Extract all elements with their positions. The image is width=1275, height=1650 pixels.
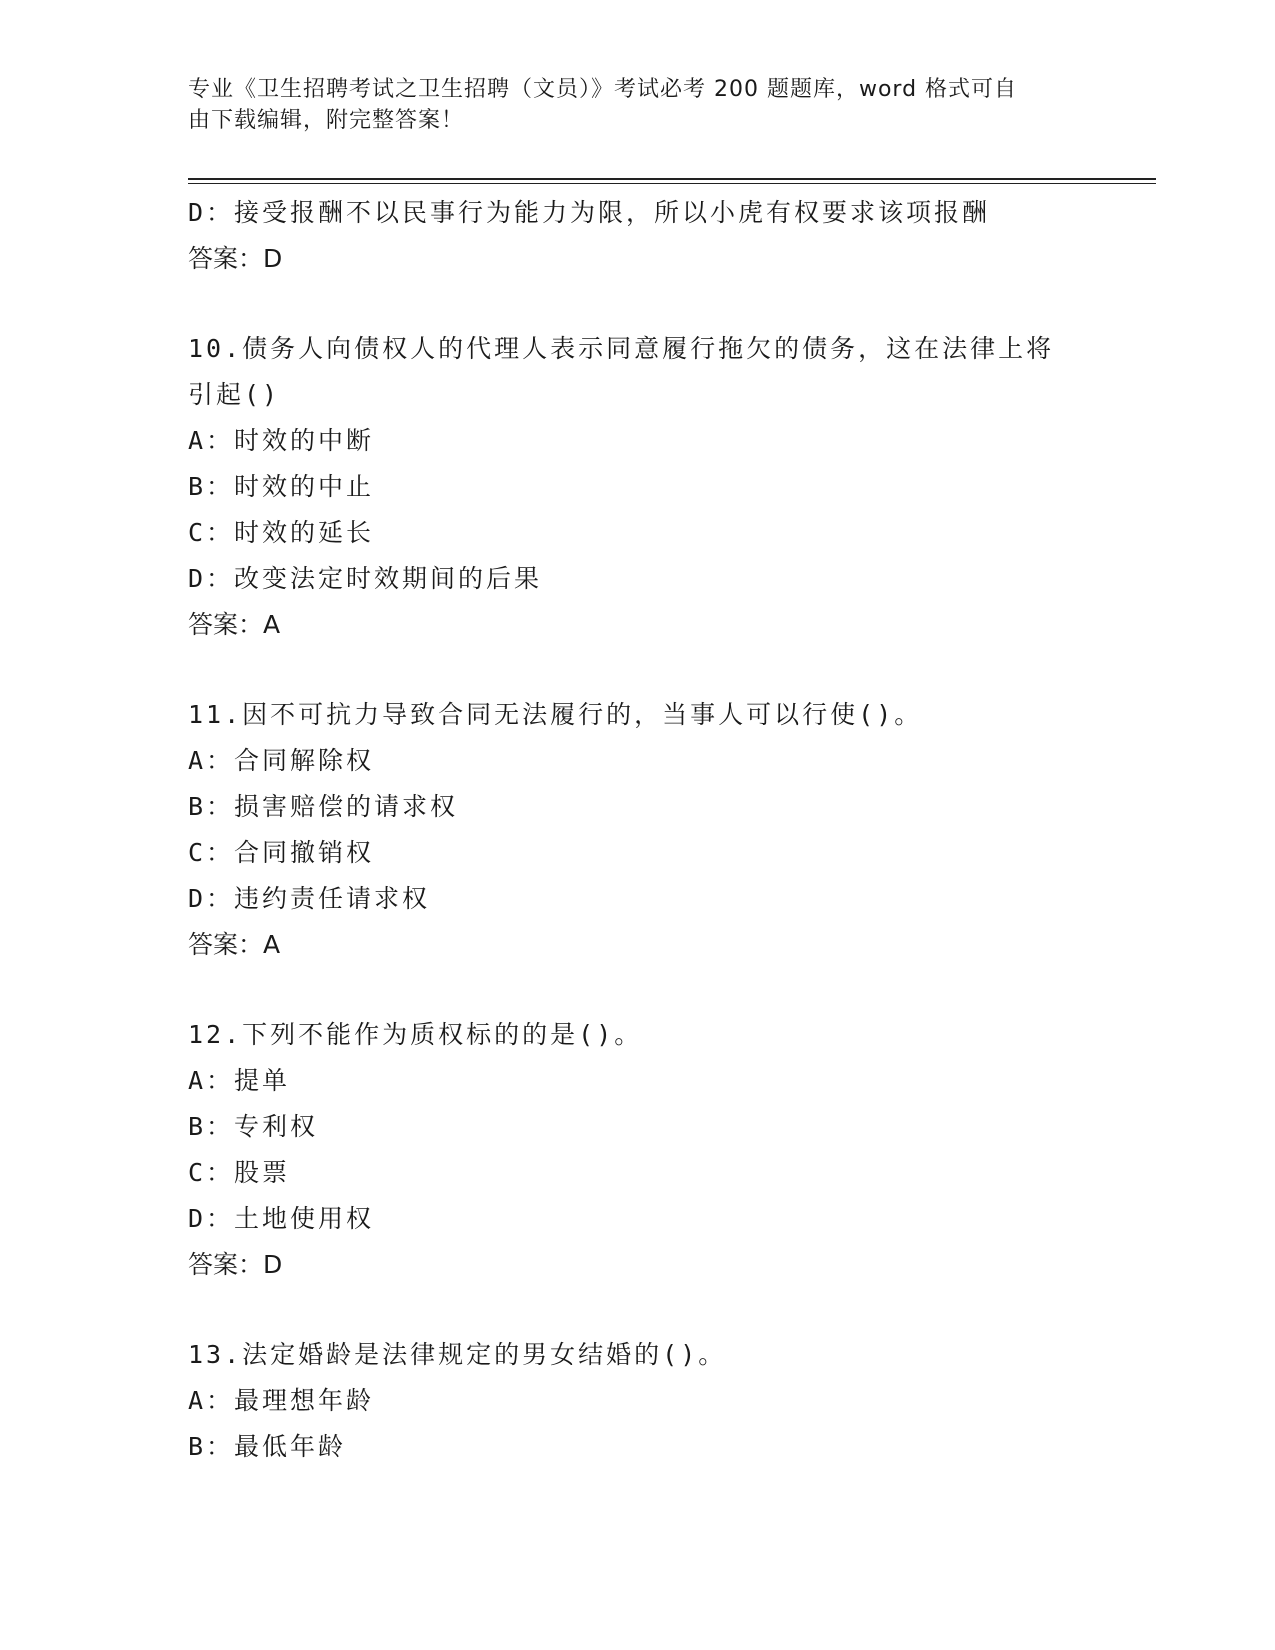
option-a: A：合同解除权	[188, 746, 375, 775]
question-block	[188, 326, 1088, 648]
option-a: A：时效的中断	[188, 426, 375, 455]
option-b: B：最低年龄	[188, 1432, 347, 1461]
answer-line: 答案：A	[188, 610, 281, 639]
option-c: C：时效的延长	[188, 518, 375, 547]
option-a: A：提单	[188, 1066, 291, 1095]
option-c: C：合同撤销权	[188, 838, 375, 867]
question-stem: 12.下列不能作为质权标的的是()。	[188, 1020, 643, 1049]
option-d: D：改变法定时效期间的后果	[188, 564, 543, 593]
header-divider-thin	[188, 183, 1156, 184]
option-a: A：最理想年龄	[188, 1386, 375, 1415]
question-block	[188, 1332, 1088, 1470]
question-content	[188, 190, 1088, 1470]
question-stem-cont: 引起()	[188, 380, 281, 409]
intro-line-2: 由下载编辑，附完整答案！	[188, 108, 465, 133]
intro-line-1: 专业《卫生招聘考试之卫生招聘（文员）》考试必考 200 题题库，word 格式可自	[188, 77, 1018, 102]
question-stem: 13.法定婚龄是法律规定的男女结婚的()。	[188, 1340, 727, 1369]
option-d: D：土地使用权	[188, 1204, 375, 1233]
prev-question-option-d: D：接受报酬不以民事行为能力为限，所以小虎有权要求该项报酬	[188, 198, 991, 227]
option-b: B：损害赔偿的请求权	[188, 792, 459, 821]
spacer	[188, 1288, 1088, 1332]
answer-line: 答案：D	[188, 1250, 283, 1279]
header-divider-thick	[188, 178, 1156, 180]
option-c: C：股票	[188, 1158, 291, 1187]
spacer	[188, 648, 1088, 692]
option-d: D：违约责任请求权	[188, 884, 431, 913]
question-block	[188, 692, 1088, 968]
document-intro	[188, 74, 1068, 136]
question-stem: 10.债务人向债权人的代理人表示同意履行拖欠的债务，这在法律上将	[188, 334, 1055, 363]
prev-question-answer: 答案：D	[188, 244, 283, 273]
option-b: B：专利权	[188, 1112, 319, 1141]
question-stem: 11.因不可抗力导致合同无法履行的，当事人可以行使()。	[188, 700, 923, 729]
answer-line: 答案：A	[188, 930, 281, 959]
question-block	[188, 1012, 1088, 1288]
spacer	[188, 282, 1088, 326]
option-b: B：时效的中止	[188, 472, 375, 501]
spacer	[188, 968, 1088, 1012]
